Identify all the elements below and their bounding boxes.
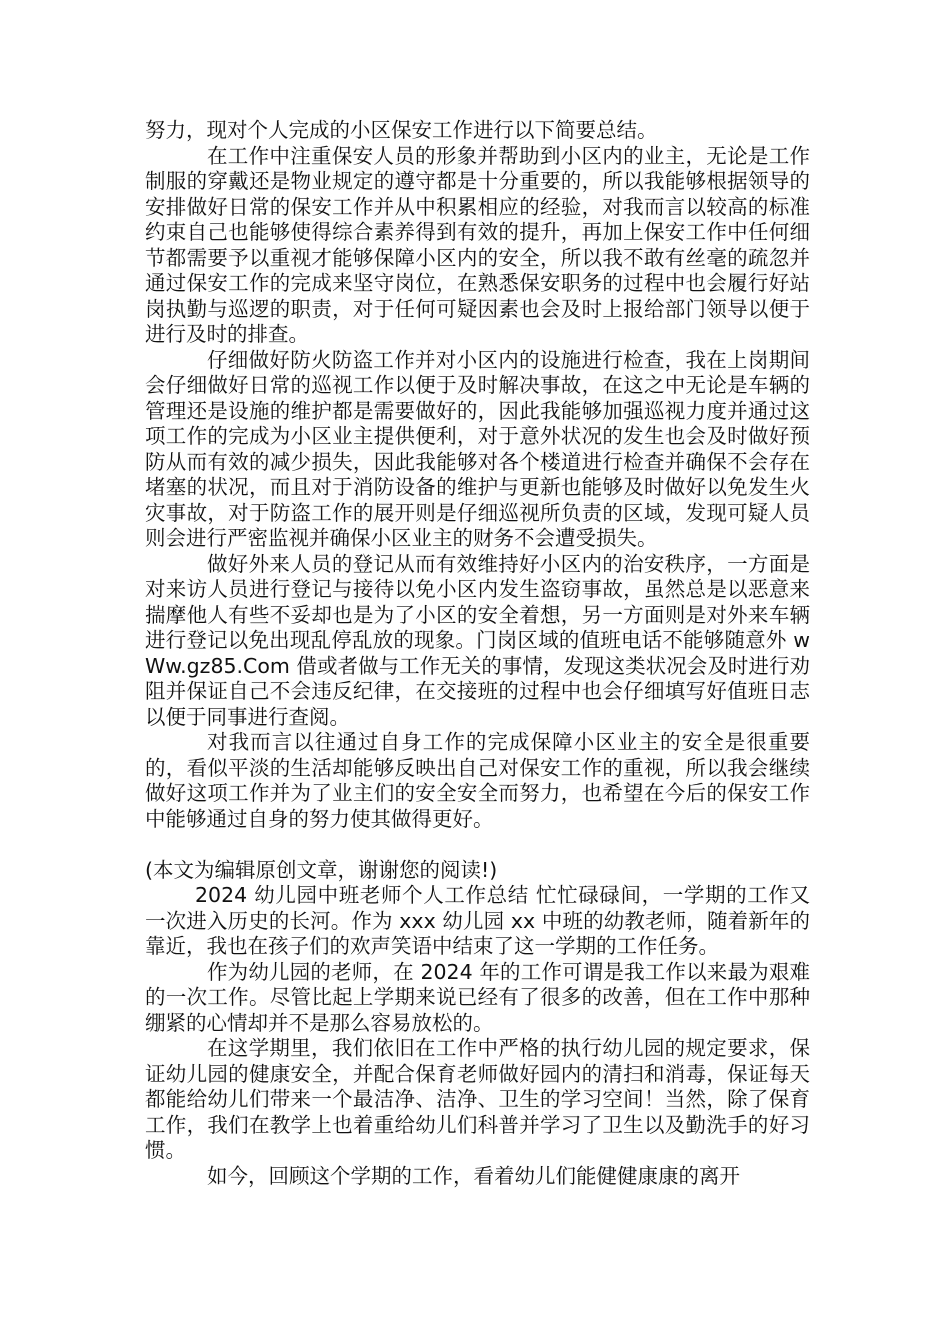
paragraph-kindergarten-title: 2024 幼儿园中班老师个人工作总结 忙忙碌碌间，一学期的工作又一次进入历史的长河。作为 xxx 幼儿园 xx 中班的幼教老师，随着新年的靠近，我也在孩子们的欢声笑语中结束了这一学期的工作任务。	[145, 883, 810, 958]
paragraph-intro-continuation: 努力，现对个人完成的小区保安工作进行以下简要总结。	[145, 118, 658, 142]
paragraph-conclusion: 对我而言以往通过自身工作的完成保障小区业主的安全是很重要的，看似平淡的生活却能够反映出自己对保安工作的重视，所以我会继续做好这项工作并为了业主们的安全安全而努力，也希望在今后的保安工作中能够通过自身的努力使其做得更好。	[145, 730, 810, 831]
editor-note: (本文为编辑原创文章，谢谢您的阅读!)	[145, 857, 498, 882]
paragraph-image-and-duty: 在工作中注重保安人员的形象并帮助到小区内的业主，无论是工作制服的穿戴还是物业规定的遵守都是十分重要的，所以我能够根据领导的安排做好日常的保安工作并从中积累相应的经验，对我而言以较高的标准约束自己也能够使得综合素养得到有效的提升，再加上保安工作中任何细节都需要予以重视才能够保障小区内的安全，所以我不敢有丝毫的疏忽并通过保安工作的完成来坚守岗位，在熟悉保安职务的过程中也会履行好站岗执勤与巡逻的职责，对于任何可疑因素也会及时上报给部门领导以便于进行及时的排查。	[145, 143, 810, 346]
paragraph-kindergarten-review: 如今，回顾这个学期的工作，看着幼儿们能健健康康的离开	[207, 1163, 740, 1188]
paragraph-fire-theft-prevention: 仔细做好防火防盗工作并对小区内的设施进行检查，我在上岗期间会仔细做好日常的巡视工作以便于及时解决事故，在这之中无论是车辆的管理还是设施的维护都是需要做好的，因此我能够加强巡视力度并通过这项工作的完成为小区业主提供便利，对于意外状况的发生也会及时做好预防从而有效的减少损失，因此我能够对各个楼道进行检查并确保不会存在堵塞的状况，而且对于消防设备的维护与更新也能够及时做好以免发生火灾事故，对于防盗工作的展开则是仔细巡视所负责的区域，发现可疑人员则会进行严密监视并确保小区业主的财务不会遭受损失。	[145, 347, 810, 550]
blank-line	[145, 832, 810, 858]
paragraph-kindergarten-safety: 在这学期里，我们依旧在工作中严格的执行幼儿园的规定要求，保证幼儿园的健康安全，并配合保育老师做好园内的清扫和消毒，保证每天都能给幼儿们带来一个最洁净、洁净、卫生的学习空间！当然，除了保育工作，我们在教学上也着重给幼儿们科普并学习了卫生以及勤洗手的好习惯。	[145, 1036, 810, 1162]
paragraph-visitor-registration: 做好外来人员的登记从而有效维持好小区内的治安秩序，一方面是对来访人员进行登记与接待以免小区内发生盗窃事故，虽然总是以恶意来揣摩他人有些不妥却也是为了小区的安全着想，另一方面则是对外来车辆进行登记以免出现乱停乱放的现象。门岗区域的值班电话不能够随意外 wWw.gz85.Com 借或者做与工作无关的事情，发现这类状况会及时进行劝阻并保证自己不会违反纪律，在交接班的过程中也会仔细填写好值班日志以便于同事进行查阅。	[145, 551, 810, 729]
document-body	[145, 118, 810, 1189]
paragraph-kindergarten-difficulty: 作为幼儿园的老师，在 2024 年的工作可谓是我工作以来最为艰难的一次工作。尽管比起上学期来说已经有了很多的改善，但在工作中那种绷紧的心情却并不是那么容易放松的。	[145, 959, 810, 1035]
